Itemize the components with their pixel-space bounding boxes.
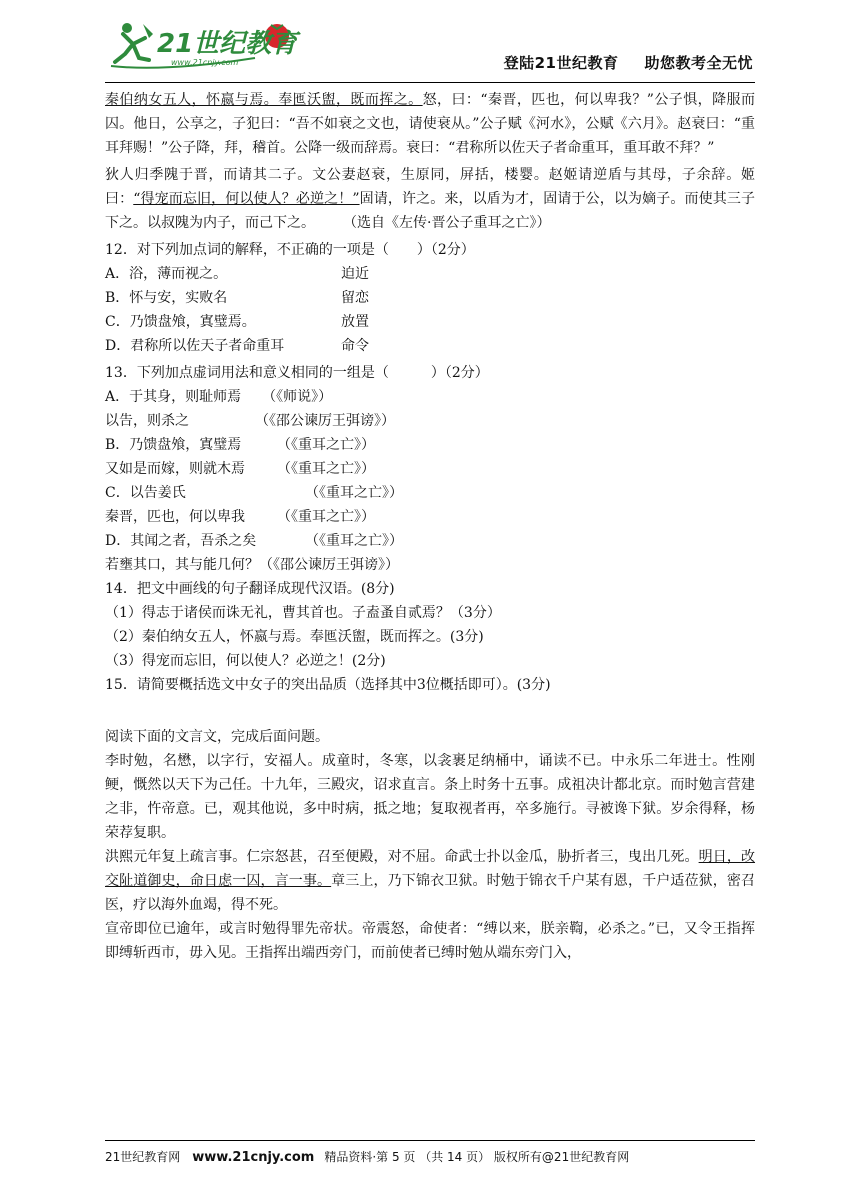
q12-option-c: C．乃馈盘飧，寘璧焉。 放置 <box>105 314 369 330</box>
underlined-sentence-passage2: 明日，改交阯道御史，命日虑一囚，言一事。 <box>105 849 756 889</box>
q13-line-c2: 秦晋，匹也，何以卑我 （《重耳之亡》） <box>105 509 375 525</box>
question-13-stem: 13．下列加点虚词用法和意义相同的一组是（ ）（2分） <box>105 365 489 381</box>
q14-item-1: （1）得志于诸侯而诛无礼，曹其首也。子盍蚤自贰焉？（3分） <box>105 605 501 621</box>
q13-line-b1: B．乃馈盘飧，寘璧焉 （《重耳之亡》） <box>105 437 375 453</box>
underlined-sentence-3: “得宠而忘旧，何以使人？必逆之！” <box>133 191 360 207</box>
q13-line-a2: 以告，则杀之 （《邵公谏厉王弭谤》） <box>105 413 395 429</box>
page-footer <box>105 1148 755 1165</box>
slogan-login[interactable]: 登陆21世纪教育 <box>503 54 619 72</box>
passage2-paragraph1: 李时勉，名懋，以字行，安福人。成童时，冬寒，以衾裹足纳桶中，诵读不已。中永乐二年进士。性刚鲠，慨然以天下为己任。十九年，三殿灾，诏求直言。条上时务十五事。成祖决计都北京。而时勉言营建之非，忤帝意。已，观其他说，多中时病，抵之地；复取视者再，卒多施行。寻被谗下狱。岁余得释，杨荣荐复职。 <box>105 753 755 841</box>
logo-graphic <box>105 14 305 74</box>
q12-option-b: B．怀与安，实败名 留恋 <box>105 290 369 306</box>
passage1-paragraph1: 秦伯纳女五人，怀嬴与焉。奉匜沃盥，既而挥之。怒，曰：“秦晋，匹也，何以卑我？”公子惧，降服而囚。他日，公享之，子犯曰：“吾不如衰之文也，请使衰从。”公子赋《河水》，公赋《六月》。赵衰曰：“重耳拜赐！”公子降，拜，稽首。公降一级而辞焉。衰曰：“君称所以佐天子者命重耳，重耳敢不拜？” <box>105 92 755 156</box>
question-12-stem: 12．对下列加点词的解释，不正确的一项是（ ）（2分） <box>105 242 475 258</box>
document-body <box>105 88 755 965</box>
q14-item-3: （3）得宠而忘旧，何以使人？必逆之！(2分) <box>105 653 386 669</box>
q14-item-2: （2）秦伯纳女五人，怀嬴与焉。奉匜沃盥，既而挥之。(3分) <box>105 629 484 645</box>
question-13-options <box>105 385 755 577</box>
question-15-stem: 15．请简要概括选文中女子的突出品质（选择其中3位概括即可）。(3分) <box>105 677 551 693</box>
footer-rule <box>105 1140 755 1141</box>
slogan-motto: 助您教考全无忧 <box>644 54 753 72</box>
q12-option-a: A．浴，薄而视之。 迫近 <box>105 266 369 282</box>
q12-option-d: D．君称所以佐天子者命重耳 命令 <box>105 338 369 354</box>
header-rule <box>105 82 755 83</box>
passage2-paragraph2: 洪熙元年复上疏言事。仁宗怒甚，召至便殿，对不屈。命武士扑以金瓜，胁折者三，曳出几死。明日，改交阯道御史，命日虑一囚，言一事。章三上，乃下锦衣卫狱。时勉于锦衣千户某有恩，千户适莅狱，密召医，疗以海外血竭，得不死。 <box>105 849 756 913</box>
passage2-paragraph3: 宣帝即位已逾年，或言时勉得罪先帝状。帝震怒，命使者：“缚以来，朕亲鞫，必杀之。”已，又令王指挥即缚斩西市，毋入见。王指挥出端西旁门，而前使者已缚时勉从端东旁门入， <box>105 921 755 961</box>
underlined-sentence-2: 秦伯纳女五人，怀嬴与焉。奉匜沃盥，既而挥之。 <box>105 92 423 108</box>
q13-line-c1: C．以告姜氏 （《重耳之亡》） <box>105 485 403 501</box>
question-14-stem: 14．把文中画线的句子翻译成现代汉语。(8分) <box>105 581 395 597</box>
logo-url: www.21cnjy.com <box>171 58 239 67</box>
q13-line-b2: 又如是而嫁，则就木焉 （《重耳之亡》） <box>105 461 375 477</box>
footer-info: 精品资料·第 5 页 （共 14 页） 版权所有@21世纪教育网 <box>324 1150 630 1164</box>
header-slogan <box>504 52 753 73</box>
q13-line-d2: 若壅其口，其与能几何？（《邵公谏厉王弭谤》） <box>105 557 399 573</box>
page-header <box>105 0 755 84</box>
passage1-paragraph2: 狄人归季隗于晋，而请其二子。文公妻赵衰，生原同，屏括，楼婴。赵姬请逆盾与其母，子余辞。姬曰：“得宠而忘旧，何以使人？必逆之！”固请，许之。来，以盾为才，固请于公，以为嫡子。而使其三子下之。以叔隗为内子，而己下之。 （选自《左传·晋公子重耳之亡》） <box>105 167 755 231</box>
question-12-options <box>105 262 755 358</box>
footer-site: 21世纪教育网 <box>105 1150 181 1164</box>
site-logo[interactable] <box>105 14 305 74</box>
footer-url[interactable]: www.21cnjy.com <box>192 1150 315 1165</box>
q13-line-d1: D．其闻之者，吾杀之矣 （《重耳之亡》） <box>105 533 403 549</box>
passage2-intro: 阅读下面的文言文，完成后面问题。 <box>105 729 329 745</box>
logo-text: 21世纪教育 <box>157 29 298 59</box>
passage1-source: （选自《左传·晋公子重耳之亡》） <box>350 215 551 231</box>
q13-line-a1: A．于其身，则耻师焉 （《师说》） <box>105 389 333 405</box>
